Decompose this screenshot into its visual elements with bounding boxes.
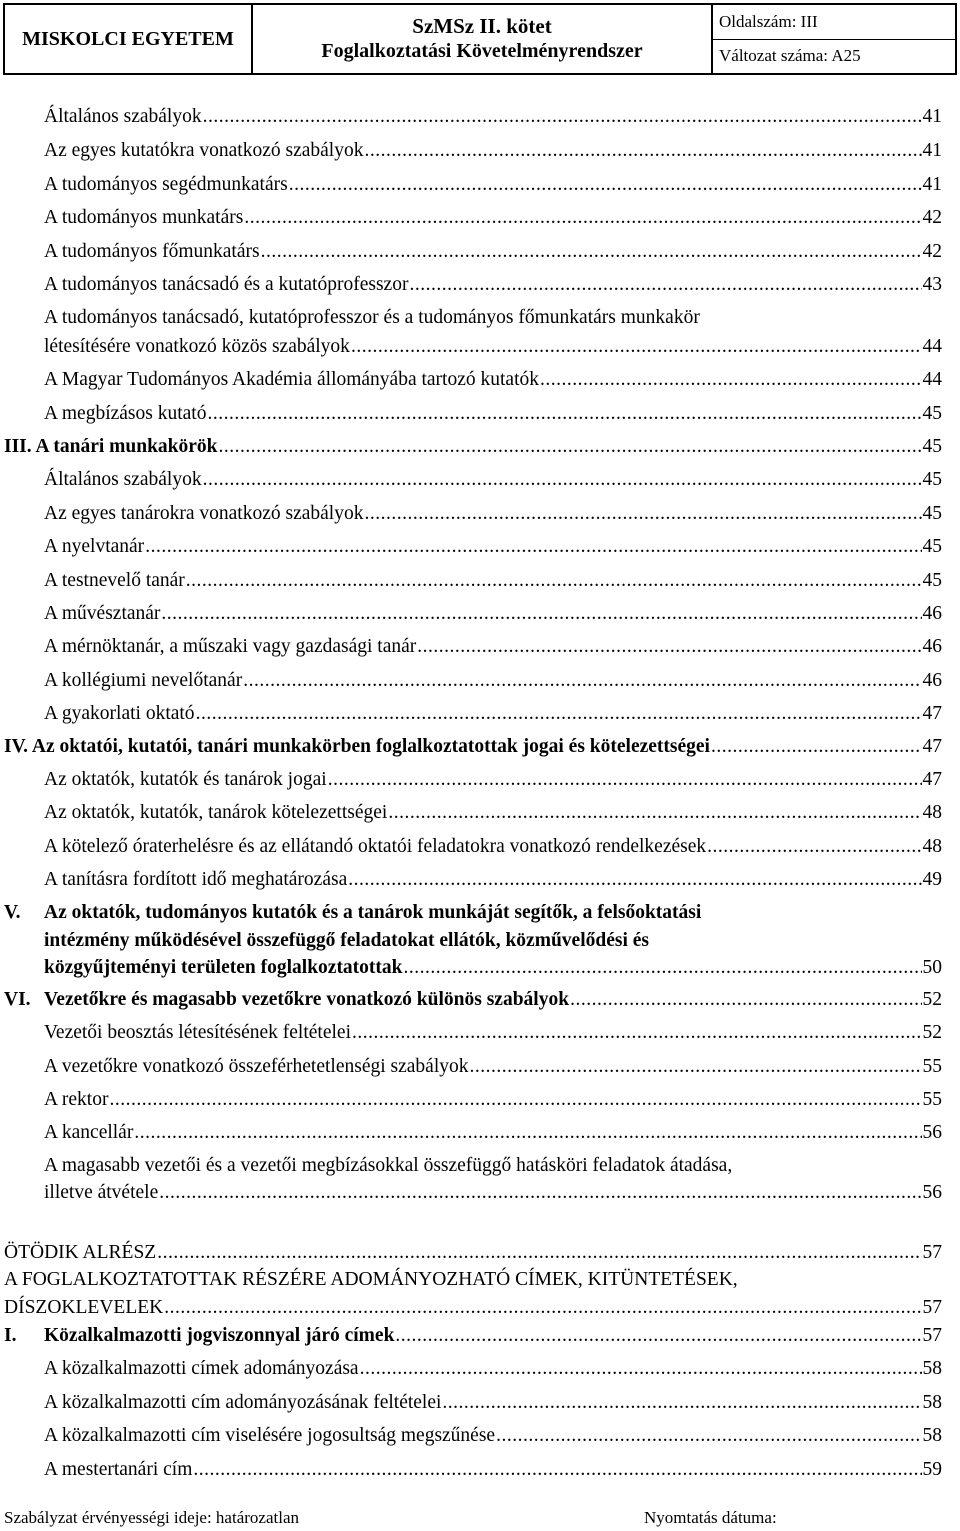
toc-entry-label: Az egyes kutatókra vonatkozó szabályok: [44, 140, 364, 161]
toc-entry-page: 58: [922, 1358, 942, 1379]
leader-dots: [496, 1425, 921, 1447]
leader-dots: [707, 836, 921, 858]
toc-entry-label: A közalkalmazotti cím viselésére jogosultság megszűnése: [44, 1425, 496, 1446]
section-number: III.: [4, 436, 32, 457]
section-title: közgyűjteményi területen foglalkoztatottak: [44, 957, 403, 978]
toc-section-entry[interactable]: [4, 436, 942, 458]
page-header: [3, 3, 957, 75]
validity-text: Szabályzat érvényességi ideje: határozatlan: [4, 1508, 299, 1527]
toc-entry-label-line1[interactable]: A magasabb vezetői és a vezetői megbízásokkal összefüggő hatásköri feladatok átadása,: [44, 1155, 733, 1176]
toc-section-entry[interactable]: [4, 736, 942, 758]
toc-entry-page: 50: [922, 957, 942, 978]
leader-dots: [186, 570, 922, 592]
toc-entry-page: 48: [922, 802, 942, 823]
page-number-label: Oldalszám: III: [719, 11, 818, 31]
toc-entry-label: Az oktatók, kutatók és tanárok jogai: [44, 769, 327, 790]
toc-entry-label: A mestertanári cím: [44, 1459, 193, 1480]
version-label: Változat száma: A25: [713, 39, 955, 74]
toc-section-label: [4, 736, 710, 758]
institution-name: MISKOLCI EGYETEM: [5, 5, 253, 73]
toc-section-entry[interactable]: [44, 989, 942, 1011]
leader-dots: [203, 106, 922, 128]
toc-entry[interactable]: [44, 769, 942, 791]
section-title-line1[interactable]: Az oktatók, tudományos kutatók és a tanárok munkáját segítők, a felsőoktatási: [44, 902, 702, 923]
leader-dots: [203, 469, 922, 491]
toc-entry[interactable]: [44, 1358, 942, 1380]
section-number: I.: [4, 1325, 17, 1346]
toc-entry-page: 42: [922, 207, 942, 228]
document-meta: [713, 5, 955, 73]
toc-entry-label: A megbízásos kutató: [44, 403, 207, 424]
toc-entry-page: 45: [922, 503, 942, 524]
toc-entry-page: 45: [922, 403, 942, 424]
section-title: Vezetőkre és magasabb vezetőkre vonatkozó különös szabályok: [44, 989, 570, 1010]
toc-entry[interactable]: [44, 802, 942, 824]
toc-entry-label: A kollégiumi nevelőtanár: [44, 670, 243, 691]
toc-entry-label-line1[interactable]: A tudományos tanácsadó, kutatóprofesszor és a tudományos főmunkatárs munkakör: [44, 307, 700, 328]
toc-entry-page: 57: [922, 1325, 942, 1346]
leader-dots: [360, 1358, 922, 1380]
leader-dots: [219, 436, 922, 458]
toc-entry-label: A vezetőkre vonatkozó összeférhetetlenségi szabályok: [44, 1056, 469, 1077]
toc-entry-label: A mérnöktanár, a műszaki vagy gazdasági tanár: [44, 636, 417, 657]
toc-entry-page: 49: [922, 869, 942, 890]
toc-entry-page: 52: [922, 1022, 942, 1043]
toc-entry-label: A tudományos főmunkatárs: [44, 241, 260, 262]
toc-entry-label: ÖTÖDIK ALRÉSZ: [4, 1242, 157, 1263]
section-number: IV.: [4, 736, 29, 757]
toc-section-label: [4, 436, 218, 458]
toc-entry-label: A tudományos segédmunkatárs: [44, 174, 288, 195]
leader-dots: [134, 1122, 921, 1144]
leader-dots: [364, 503, 921, 525]
leader-dots: [711, 736, 922, 758]
toc-entry-label: A tudományos tanácsadó és a kutatóprofesszor: [44, 274, 409, 295]
toc-entry-page: 46: [922, 636, 942, 657]
toc-entry[interactable]: [44, 1122, 942, 1144]
leader-dots: [243, 670, 921, 692]
page-footer: [4, 1508, 954, 1528]
toc-entry[interactable]: [44, 140, 942, 162]
toc-entry[interactable]: [44, 1056, 942, 1078]
toc-entry[interactable]: [44, 106, 942, 128]
toc-entry-label: A tudományos munkatárs: [44, 207, 244, 228]
section-number: VI.: [4, 989, 31, 1010]
toc-entry-page: 56: [922, 1122, 942, 1143]
section-title: Az oktatói, kutatói, tanári munkakörben foglalkoztatottak jogai és kötelezettségei: [31, 736, 710, 757]
toc-entry[interactable]: [44, 1425, 942, 1447]
toc-entry[interactable]: [44, 503, 942, 525]
leader-dots: [470, 1056, 922, 1078]
toc-entry-label: A testnevelő tanár: [44, 570, 185, 591]
toc-entry[interactable]: [44, 274, 942, 296]
toc-entry-label: A művésztanár: [44, 603, 161, 624]
toc-part-entry[interactable]: [4, 1297, 942, 1319]
toc-entry-page: 45: [922, 570, 942, 591]
toc-entry-page: 43: [922, 274, 942, 295]
toc-entry-page: 47: [922, 736, 942, 757]
toc-entry[interactable]: [44, 369, 942, 391]
toc-entry-page: 46: [922, 603, 942, 624]
toc-entry-page: 41: [922, 174, 942, 195]
toc-entry-label: A gyakorlati oktató: [44, 703, 195, 724]
toc-entry-label: A közalkalmazotti cím adományozásának feltételei: [44, 1392, 442, 1413]
leader-dots: [244, 207, 921, 229]
toc-entry-page: 56: [922, 1182, 942, 1203]
toc-entry-page: 55: [922, 1056, 942, 1077]
toc-entry[interactable]: [44, 403, 942, 425]
toc-entry[interactable]: [44, 207, 942, 229]
toc-entry-page: 46: [922, 670, 942, 691]
toc-entry-page: 55: [922, 1089, 942, 1110]
toc-entry[interactable]: [44, 670, 942, 692]
section-title: A tanári munkakörök: [35, 436, 218, 457]
toc-entry[interactable]: [44, 241, 942, 263]
toc-entry[interactable]: [44, 536, 942, 558]
toc-entry-page: 59: [922, 1459, 942, 1480]
leader-dots: [348, 869, 921, 891]
toc-entry[interactable]: [44, 1089, 942, 1111]
leader-dots: [570, 989, 921, 1011]
leader-dots: [404, 957, 922, 979]
leader-dots: [161, 603, 921, 625]
toc-entry-label: A tanításra fordított idő meghatározása: [44, 869, 348, 890]
toc-entry[interactable]: [44, 703, 942, 725]
toc-entry[interactable]: [44, 869, 942, 891]
leader-dots: [289, 174, 922, 196]
toc-entry[interactable]: [44, 636, 942, 658]
toc-entry-page: 48: [922, 836, 942, 857]
toc-entry-page: 58: [922, 1425, 942, 1446]
leader-dots: [351, 336, 922, 358]
toc-entry-label: illetve átvétele: [44, 1182, 159, 1203]
toc-entry-label: Vezetői beosztás létesítésének feltételei: [44, 1022, 351, 1043]
leader-dots: [164, 1297, 921, 1319]
toc-entry-page: 47: [922, 769, 942, 790]
toc-entry-page: 57: [922, 1297, 942, 1318]
toc-entry-label: Az oktatók, kutatók, tanárok kötelezettségei: [44, 802, 388, 823]
system-title: Foglalkoztatási Követelményrendszer: [321, 40, 643, 62]
toc-entry-label: Az egyes tanárokra vonatkozó szabályok: [44, 503, 364, 524]
section-title-line2[interactable]: intézmény működésével összefüggő feladatokat ellátók, közművelődési és: [44, 930, 649, 951]
toc-entry[interactable]: [44, 603, 942, 625]
leader-dots: [159, 1182, 921, 1204]
toc-entry-label-line1[interactable]: A FOGLALKOZTATOTTAK RÉSZÉRE ADOMÁNYOZHATÓ CÍMEK, KITÜNTETÉSEK,: [4, 1269, 738, 1290]
toc-section-entry[interactable]: [44, 1325, 942, 1347]
toc-entry-page: 57: [922, 1242, 942, 1263]
toc-part-entry[interactable]: [4, 1242, 942, 1264]
toc-entry-page: 45: [922, 436, 942, 457]
leader-dots: [196, 703, 922, 725]
toc-entry-label: A kancellár: [44, 1122, 134, 1143]
print-date-label: Nyomtatás dátuma:: [644, 1508, 777, 1527]
toc-entry[interactable]: [44, 836, 942, 858]
leader-dots: [388, 802, 921, 824]
toc-entry-page: 58: [922, 1392, 942, 1413]
leader-dots: [193, 1459, 921, 1481]
leader-dots: [540, 369, 922, 391]
toc-entry-label: A Magyar Tudományos Akadémia állományába tartozó kutatók: [44, 369, 539, 390]
leader-dots: [417, 636, 921, 658]
toc-entry-label: DÍSZOKLEVELEK: [4, 1297, 164, 1318]
toc-entry-label: Általános szabályok: [44, 106, 202, 127]
toc-entry-page: 42: [922, 241, 942, 262]
toc-entry-page: 41: [922, 140, 942, 161]
section-title: Közalkalmazotti jogviszonnyal járó címek: [44, 1325, 395, 1346]
toc-entry-page: 45: [922, 469, 942, 490]
toc-entry[interactable]: [44, 1459, 942, 1481]
toc-entry-page: 44: [922, 369, 942, 390]
toc-entry[interactable]: [44, 174, 942, 196]
toc-entry[interactable]: [44, 1392, 942, 1414]
leader-dots: [409, 274, 921, 296]
toc-entry-page: 41: [922, 106, 942, 127]
toc-entry-label: A nyelvtanár: [44, 536, 145, 557]
leader-dots: [328, 769, 922, 791]
toc-entry[interactable]: [44, 570, 942, 592]
toc-entry[interactable]: [44, 1182, 942, 1204]
toc-entry[interactable]: [44, 469, 942, 491]
section-number: V.: [4, 902, 21, 923]
toc-entry-label: Általános szabályok: [44, 469, 202, 490]
toc-section-entry[interactable]: [44, 957, 942, 979]
toc-entry-label: A rektor: [44, 1089, 109, 1110]
leader-dots: [157, 1242, 921, 1264]
toc-entry-page: 47: [922, 703, 942, 724]
leader-dots: [261, 241, 922, 263]
toc-entry-page: 44: [922, 336, 942, 357]
leader-dots: [109, 1089, 921, 1111]
toc-entry-label: létesítésére vonatkozó közös szabályok: [44, 336, 350, 357]
toc-entry[interactable]: [44, 336, 942, 358]
leader-dots: [395, 1325, 921, 1347]
volume-title: SzMSz II. kötet: [412, 14, 552, 38]
toc-entry-page: 52: [922, 989, 942, 1010]
leader-dots: [207, 403, 921, 425]
leader-dots: [364, 140, 921, 162]
toc-entry-page: 45: [922, 536, 942, 557]
leader-dots: [352, 1022, 922, 1044]
toc-entry-label: A közalkalmazotti címek adományozása: [44, 1358, 359, 1379]
toc-entry-label: A kötelező óraterhelésre és az ellátandó oktatói feladatokra vonatkozó rendelkezések: [44, 836, 707, 857]
document-title-block: [253, 5, 713, 73]
leader-dots: [442, 1392, 921, 1414]
toc-entry[interactable]: [44, 1022, 942, 1044]
leader-dots: [145, 536, 921, 558]
